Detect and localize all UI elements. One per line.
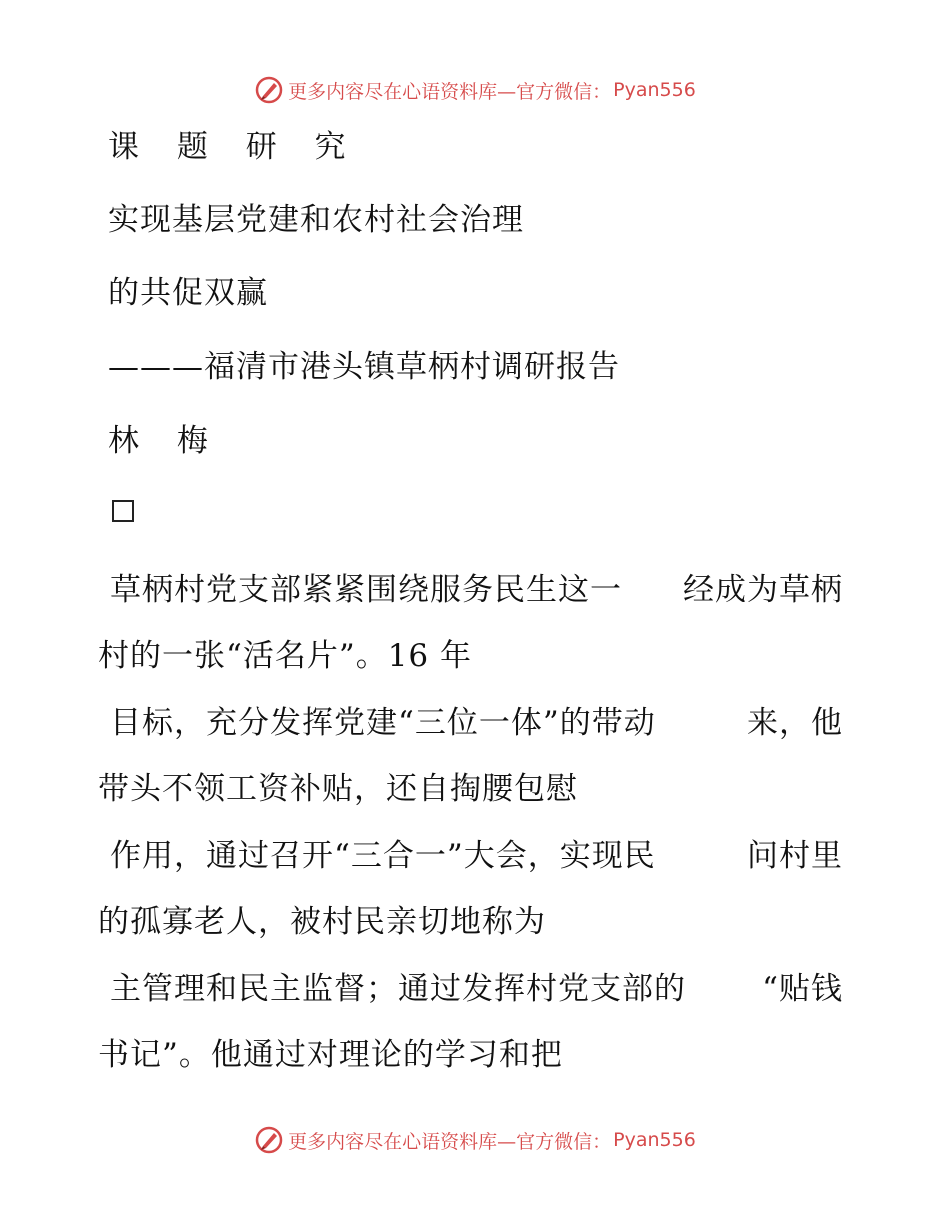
category-label: 课 题 研 究 [108,129,360,165]
paragraph-left-col: 草柄村党支部紧紧围绕服务民生这一 [110,572,622,608]
paragraph [98,836,843,942]
paragraph-right-col: 问村里 [747,838,843,874]
watermark-header [0,70,950,110]
title-line-1: 实现基层党建和农村社会治理 [108,202,524,238]
subtitle: ———福清市港头镇草柄村调研报告 [108,349,620,385]
paragraph [98,570,843,676]
paragraph-line-2: 书记”。他通过对理论的学习和把 [98,1037,563,1073]
watermark-text: 更多内容尽在心语资料库—官方微信： [288,80,612,103]
paragraph-left-col: 目标，充分发挥党建“三位一体”的带动 [110,705,656,741]
watermark-handle: Pyan556 [613,1129,696,1151]
paragraph [98,703,843,809]
paragraph-line-2: 的孤寡老人，被村民亲切地称为 [98,904,546,940]
pen-logo-icon [254,1125,284,1155]
paragraph-left-col: 主管理和民主监督；通过发挥村党支部的 [110,971,686,1007]
watermark-text: 更多内容尽在心语资料库—官方微信： [288,1130,612,1153]
paragraph-left-col: 作用，通过召开“三合一”大会，实现民 [110,838,656,874]
title-line-2: 的共促双赢 [108,275,268,311]
paragraph-right-col: 经成为草柄 [683,572,843,608]
paragraph-line-2: 带头不领工资补贴，还自掏腰包慰 [98,771,578,807]
watermark-footer [0,1120,950,1160]
paragraph-right-col: 来，他 [747,705,843,741]
watermark-handle: Pyan556 [613,79,696,101]
pen-logo-icon [254,75,284,105]
author: 林 梅 [108,423,222,459]
checkbox-glyph [112,500,134,522]
paragraph [98,969,843,1075]
paragraph-right-col: “贴钱 [762,971,843,1007]
paragraph-line-2: 村的一张“活名片”。16 年 [98,638,472,674]
